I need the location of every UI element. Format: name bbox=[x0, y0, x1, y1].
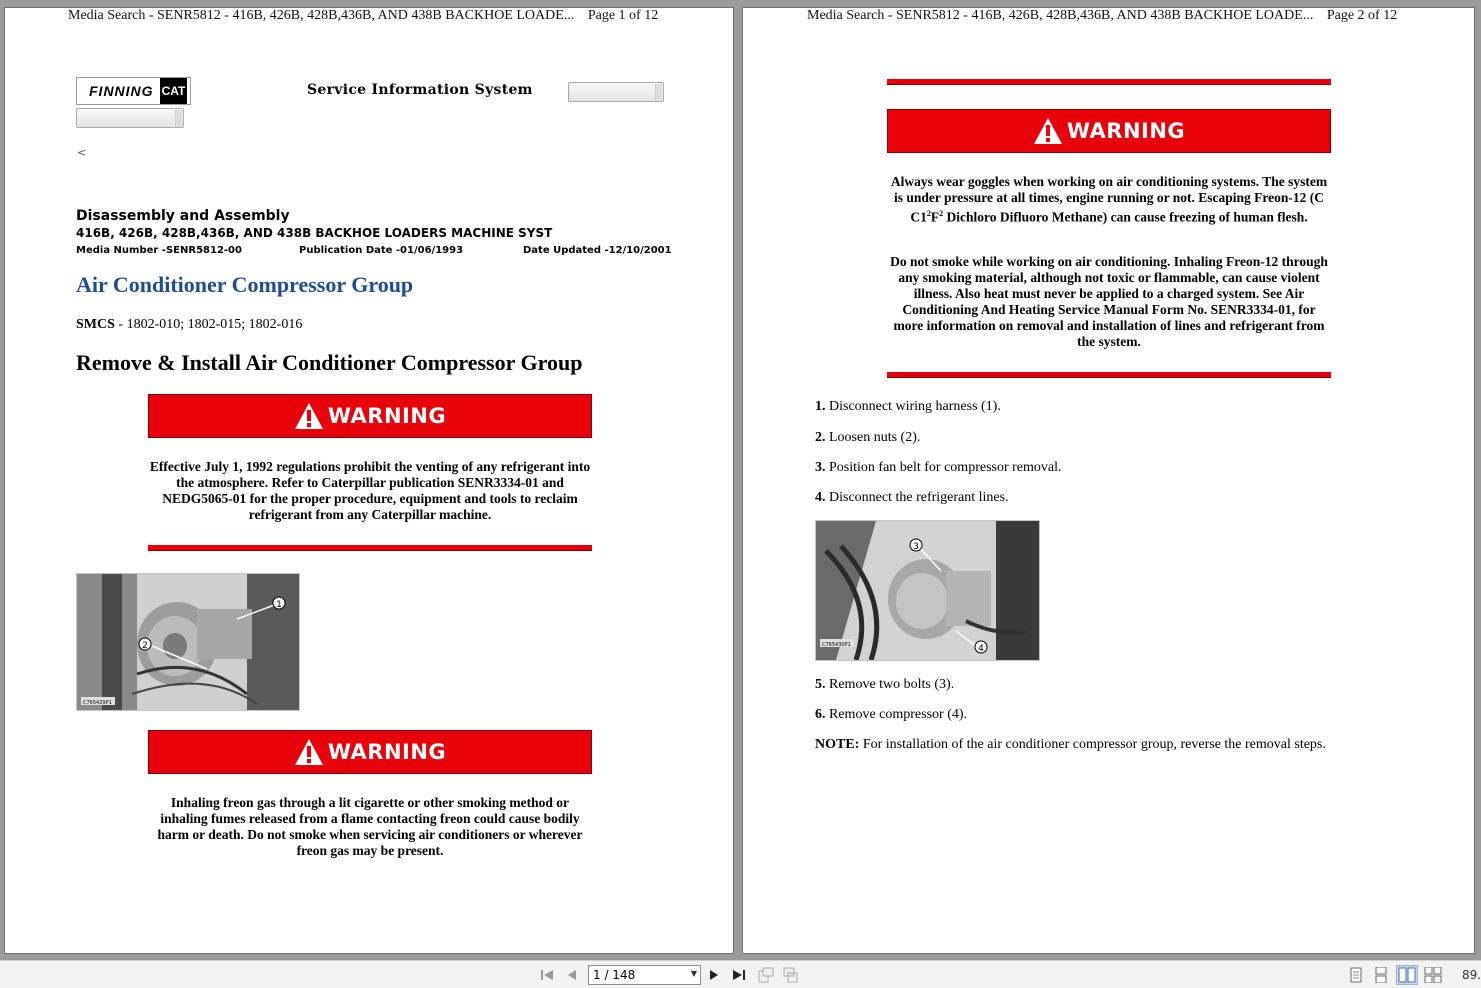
warning-text: Effective July 1, 1992 regulations prohibit the venting of any refrigerant into the atmosphere. Refer to Caterpillar publication SENR3334-01 and NEDG5065-01 for the proper procedure, equipment and tools to reclaim refrigerant from any Caterpillar machine. bbox=[149, 459, 591, 522]
step-text: Remove compressor (4). bbox=[825, 707, 968, 722]
step-text: Position fan belt for compressor removal. bbox=[825, 460, 1062, 475]
warning-banner bbox=[148, 730, 592, 774]
step-item bbox=[815, 430, 920, 446]
continuous-view-icon[interactable] bbox=[1370, 965, 1392, 985]
page-header-title: Media Search - SENR5812 - 416B, 426B, 428B,436B, AND 438B BACKHOE LOADE... bbox=[807, 8, 1314, 23]
prev-page-icon[interactable] bbox=[563, 966, 581, 984]
warning-text-smoking: Do not smoke while working on air conditioning. Inhaling Freon-12 through any smoking material, although not toxic or flammable, can cause violent illness. Also heat must never be applied to a charged system. See Air Conditioning And Heating Service Manual Form No. SENR3334-01, for more information on removal and installation of lines and refrigerant from the system. bbox=[890, 254, 1328, 349]
warning-banner bbox=[887, 109, 1331, 153]
two-page-continuous-view-icon[interactable] bbox=[1422, 965, 1444, 985]
procedure-title: Remove & Install Air Conditioner Compressor Group bbox=[76, 350, 583, 375]
step-item bbox=[815, 677, 954, 693]
step-text: Loosen nuts (2). bbox=[825, 430, 921, 445]
two-page-view-icon[interactable] bbox=[1396, 965, 1418, 985]
sis-form-field-left[interactable] bbox=[76, 108, 184, 128]
note-label: NOTE: bbox=[815, 737, 860, 752]
step-number: 3. bbox=[815, 460, 826, 475]
step-number: 5. bbox=[815, 677, 826, 692]
warning-label: WARNING bbox=[327, 404, 447, 428]
warning-triangle-icon bbox=[294, 738, 324, 766]
cat-logo-text: CAT bbox=[160, 78, 188, 104]
page-header bbox=[68, 8, 658, 24]
sis-form-field-right[interactable] bbox=[568, 82, 664, 102]
chevron-down-icon: ▼ bbox=[690, 969, 697, 978]
pdf-viewer-toolbar bbox=[0, 960, 1481, 988]
warning-label: WARNING bbox=[327, 740, 447, 764]
step-text: Disconnect wiring harness (1). bbox=[825, 399, 1001, 414]
step-number: 4. bbox=[815, 490, 826, 505]
document-type: Disassembly and Assembly bbox=[76, 208, 290, 224]
media-number: Media Number -SENR5812-00 bbox=[76, 245, 242, 256]
warning-triangle-icon bbox=[294, 402, 324, 430]
photo-caption: C765430P1 bbox=[822, 642, 851, 648]
pdf-page-1 bbox=[4, 7, 734, 954]
warning-text: Inhaling freon gas through a lit cigarette or other smoking method or inhaling fumes released from a flame contacting freon could cause bodily harm or death. Do not smoke when servicing air conditioners or wherever freon gas may be present. bbox=[157, 795, 583, 858]
date-updated: Date Updated -12/10/2001 bbox=[523, 245, 672, 256]
smcs-label: SMCS bbox=[76, 317, 115, 332]
warning-triangle-icon bbox=[1033, 117, 1063, 145]
photo-caption: C765429P1 bbox=[83, 700, 112, 706]
rotate-cw-icon[interactable] bbox=[757, 966, 775, 984]
back-arrow-icon[interactable]: < bbox=[77, 146, 87, 159]
page-number-select[interactable] bbox=[588, 965, 701, 985]
page-indicator: 1 / 148 bbox=[593, 968, 636, 982]
subscript-2: 2 bbox=[926, 209, 931, 218]
warning-start-bar bbox=[887, 79, 1331, 85]
compressor-photo-2 bbox=[815, 520, 1040, 661]
subscript-2: 2 bbox=[939, 209, 944, 218]
first-page-icon[interactable] bbox=[538, 966, 556, 984]
step-text: Remove two bolts (3). bbox=[825, 677, 955, 692]
step-number: 2. bbox=[815, 430, 826, 445]
single-page-view-icon[interactable] bbox=[1345, 965, 1367, 985]
document-subtitle: 416B, 426B, 428B,436B, AND 438B BACKHOE LOADERS MACHINE SYST bbox=[76, 226, 553, 240]
photo-callout-1: 1 bbox=[276, 600, 282, 610]
zoom-level[interactable]: 89. bbox=[1462, 968, 1481, 982]
warning-text-part: Dichloro Difluoro Methane) can cause freezing of human flesh. bbox=[943, 209, 1308, 225]
warning-label: WARNING bbox=[1066, 119, 1186, 143]
page-number-label: Page 2 of 12 bbox=[1326, 8, 1398, 23]
sis-title: Service Information System bbox=[307, 82, 533, 98]
rotate-ccw-icon[interactable] bbox=[782, 966, 800, 984]
warning-end-bar bbox=[148, 545, 592, 551]
photo-callout-2: 2 bbox=[142, 641, 148, 651]
step-item bbox=[815, 490, 1009, 506]
step-item bbox=[815, 707, 967, 723]
photo-callout-3: 3 bbox=[913, 542, 919, 552]
smcs-codes: - 1802-010; 1802-015; 1802-016 bbox=[114, 317, 303, 332]
note-text: For installation of the air conditioner compressor group, reverse the removal steps. bbox=[859, 737, 1326, 752]
page-header-title: Media Search - SENR5812 - 416B, 426B, 428B,436B, AND 438B BACKHOE LOADE... bbox=[68, 8, 575, 23]
finning-cat-logo bbox=[76, 77, 191, 105]
note-item bbox=[815, 737, 1326, 753]
smcs-line bbox=[76, 317, 302, 333]
photo-callout-4: 4 bbox=[978, 644, 984, 654]
finning-logo-text: FINNING bbox=[89, 83, 154, 99]
publication-date: Publication Date -01/06/1993 bbox=[299, 245, 464, 256]
warning-text-part: F bbox=[930, 209, 940, 225]
step-number: 6. bbox=[815, 707, 826, 722]
step-item bbox=[815, 460, 1062, 476]
warning-banner bbox=[148, 394, 592, 438]
next-page-icon[interactable] bbox=[705, 966, 723, 984]
last-page-icon[interactable] bbox=[730, 966, 748, 984]
page-header bbox=[807, 8, 1397, 24]
compressor-photo-1 bbox=[76, 573, 300, 711]
step-item bbox=[815, 399, 1001, 415]
pdf-page-2 bbox=[742, 7, 1475, 954]
group-title: Air Conditioner Compressor Group bbox=[76, 272, 414, 297]
warning-text-part: Always wear goggles when working on air conditioning systems. The system is under pressure at all times, engine running or not. Escaping Freon-12 (C C1 bbox=[890, 174, 1328, 225]
page-number-label: Page 1 of 12 bbox=[587, 8, 659, 23]
warning-end-bar bbox=[887, 372, 1331, 378]
step-text: Disconnect the refrigerant lines. bbox=[825, 490, 1009, 505]
warning-text-goggles bbox=[887, 174, 1331, 226]
step-number: 1. bbox=[815, 399, 826, 414]
